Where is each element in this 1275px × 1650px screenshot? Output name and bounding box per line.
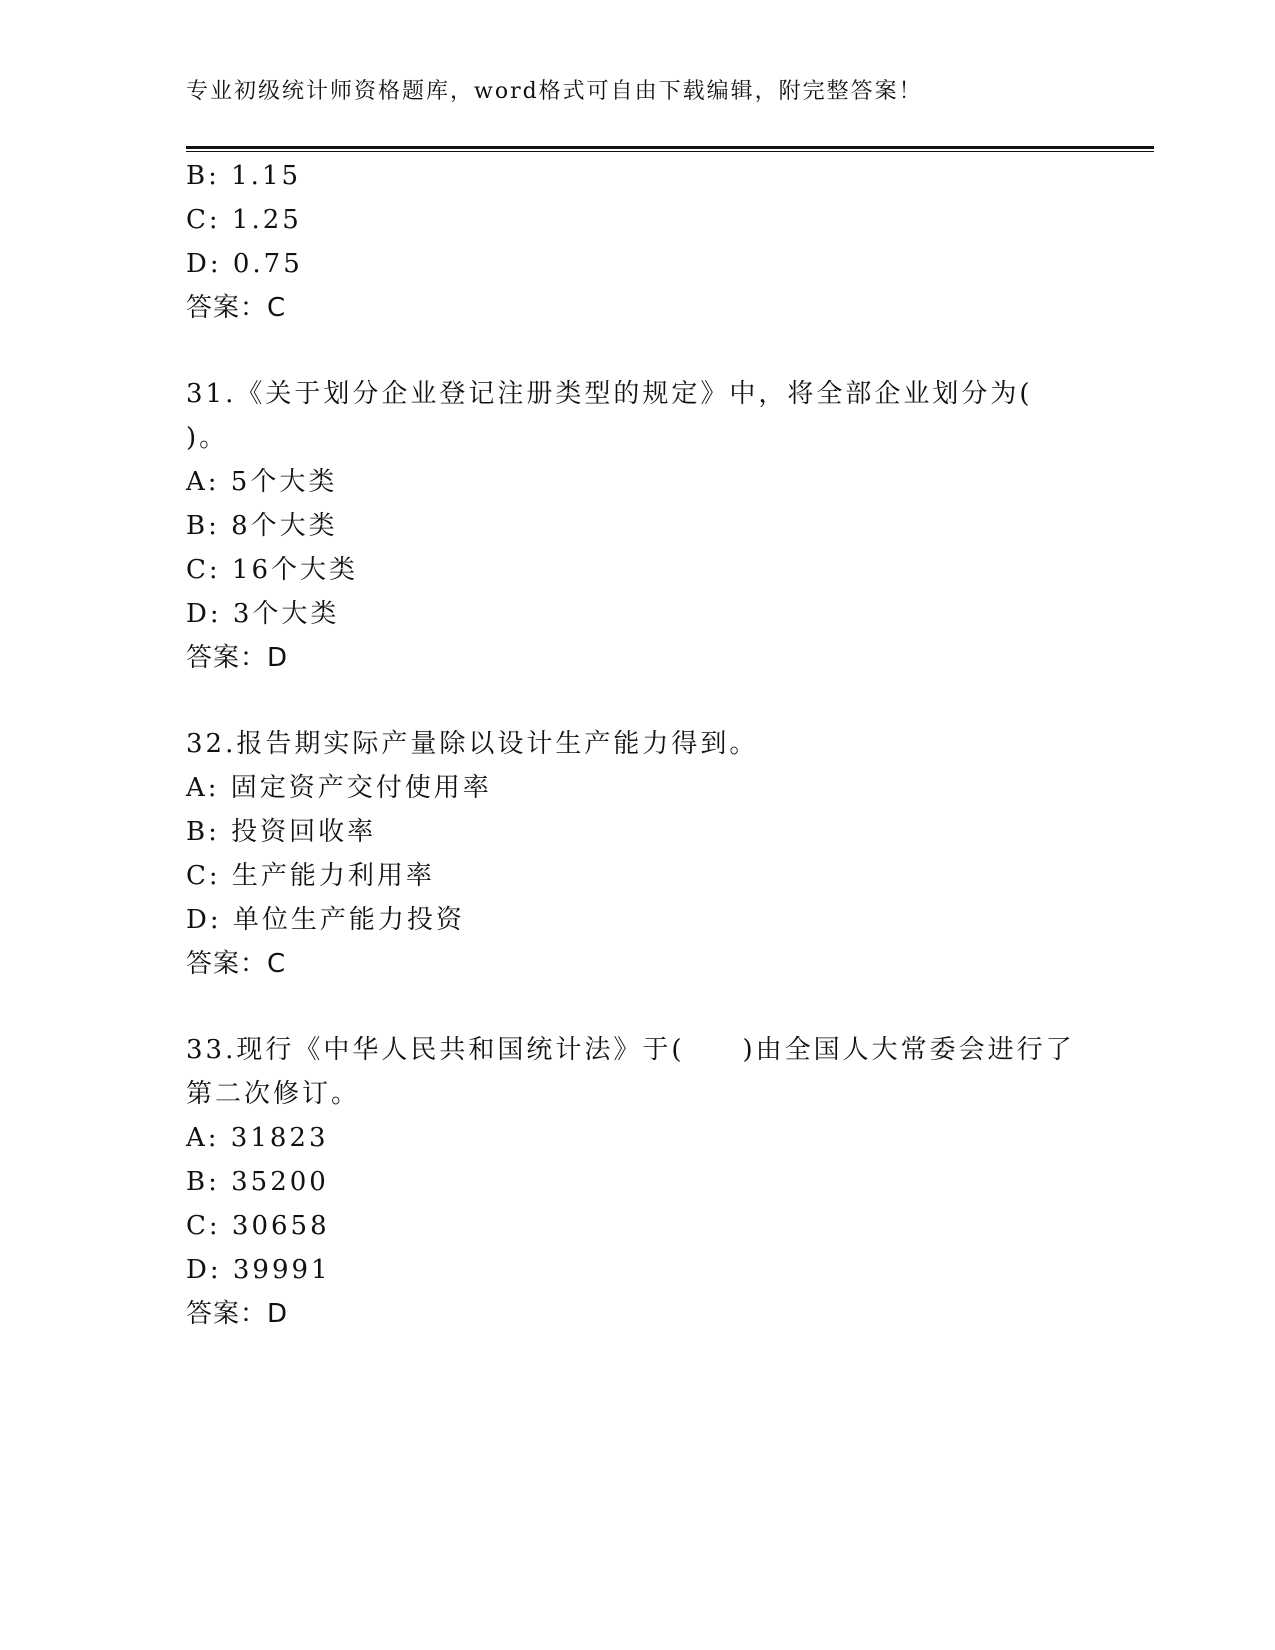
q33-option-c: C: 30658 [186,1211,330,1241]
q31-option-b: B: 8个大类 [186,511,338,541]
prev-option-c: C: 1.25 [186,205,302,235]
q33-option-d: D: 39991 [186,1255,331,1285]
q32-option-d: D: 单位生产能力投资 [186,905,465,935]
q31-option-d: D: 3个大类 [186,599,340,629]
q32-option-b: B: 投资回收率 [186,817,377,847]
q33-answer: 答案：D [186,1299,289,1329]
q32-option-a: A: 固定资产交付使用率 [186,773,492,803]
q31-stem-line1: 31.《关于划分企业登记注册类型的规定》中，将全部企业划分为( [186,379,1033,409]
q31-stem-line2: )。 [186,423,229,453]
q31-option-a: A: 5个大类 [186,467,338,497]
prev-answer: 答案：C [186,293,287,323]
prev-option-d: D: 0.75 [186,249,303,279]
q33-option-b: B: 35200 [186,1167,329,1197]
header-rule-thin [186,151,1154,152]
q32-answer: 答案：C [186,949,287,979]
q33-stem-line1: 33.现行《中华人民共和国统计法》于( )由全国人大常委会进行了 [186,1035,1075,1065]
prev-option-b: B: 1.15 [186,161,302,191]
q33-stem-line2: 第二次修订。 [186,1079,361,1109]
q32-option-c: C: 生产能力利用率 [186,861,435,891]
q31-option-c: C: 16个大类 [186,555,359,585]
q31-answer: 答案：D [186,643,289,673]
page-header: 专业初级统计师资格题库，word格式可自由下载编辑，附完整答案！ [186,79,923,104]
q32-stem-line1: 32.报告期实际产量除以设计生产能力得到。 [186,729,759,759]
header-rule-thick [186,146,1154,149]
q33-option-a: A: 31823 [186,1123,329,1153]
